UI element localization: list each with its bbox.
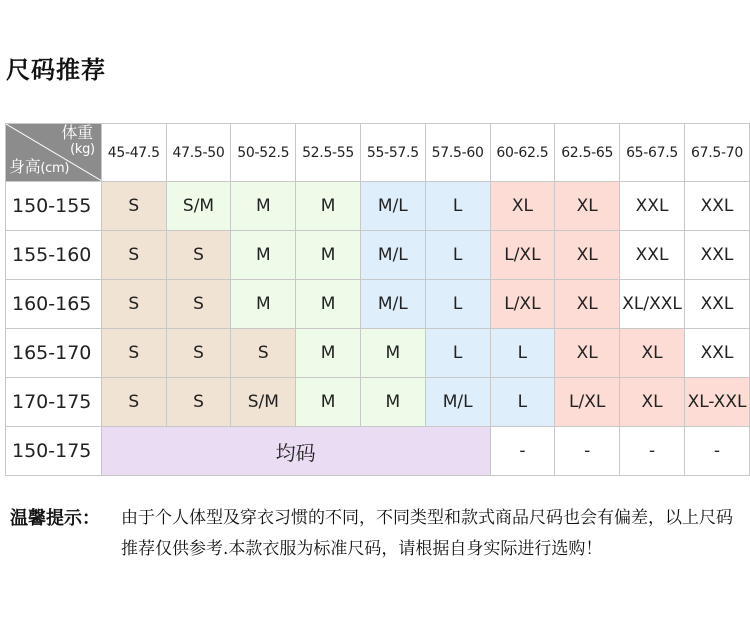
size-cell: S/M	[166, 182, 231, 231]
size-cell: S	[101, 231, 166, 280]
size-cell: M	[231, 182, 296, 231]
size-cell: S	[101, 182, 166, 231]
size-cell: XL	[555, 182, 620, 231]
weight-header-cell: 55-57.5	[360, 124, 425, 182]
size-cell: XL	[620, 329, 685, 378]
size-cell: XL-XXL	[685, 378, 750, 427]
weight-header-cell: 67.5-70	[685, 124, 750, 182]
size-cell: XXL	[620, 231, 685, 280]
size-cell: M/L	[425, 378, 490, 427]
size-cell: XXL	[685, 280, 750, 329]
size-cell: XL	[555, 231, 620, 280]
weight-header-cell: 57.5-60	[425, 124, 490, 182]
size-cell: M	[231, 231, 296, 280]
size-cell: M	[296, 329, 361, 378]
size-cell: L	[490, 329, 555, 378]
table-row	[6, 427, 750, 476]
size-cell: XL	[620, 378, 685, 427]
weight-header-cell: 52.5-55	[296, 124, 361, 182]
size-cell: S	[166, 378, 231, 427]
size-cell: S	[166, 280, 231, 329]
size-cell: S	[101, 378, 166, 427]
height-header-cell: 165-170	[6, 329, 102, 378]
size-cell: L/XL	[555, 378, 620, 427]
size-cell: L	[425, 329, 490, 378]
size-cell: XXL	[685, 329, 750, 378]
size-chart-table	[5, 123, 750, 476]
corner-header-cell	[6, 124, 102, 182]
table-row	[6, 378, 750, 427]
size-cell: L	[425, 231, 490, 280]
size-cell: -	[685, 427, 750, 476]
corner-height-label: 身高(cm)	[9, 157, 70, 176]
size-cell: S/M	[231, 378, 296, 427]
weight-header-cell: 50-52.5	[231, 124, 296, 182]
size-cell: M/L	[360, 280, 425, 329]
size-cell: M	[231, 280, 296, 329]
tip-text: 由于个人体型及穿衣习惯的不同，不同类型和款式商品尺码也会有偏差，以上尺码推荐仅供参考.本款衣服为标准尺码，请根据自身实际进行选购！	[121, 508, 733, 559]
tip-label: 温馨提示：	[10, 508, 100, 529]
size-cell: -	[555, 427, 620, 476]
size-cell: XL	[490, 182, 555, 231]
size-cell: L/XL	[490, 231, 555, 280]
height-header-cell: 170-175	[6, 378, 102, 427]
size-cell: M	[296, 182, 361, 231]
table-row	[6, 329, 750, 378]
weight-header-cell: 65-67.5	[620, 124, 685, 182]
size-cell: L	[425, 182, 490, 231]
height-header-cell: 155-160	[6, 231, 102, 280]
height-header-cell: 150-155	[6, 182, 102, 231]
corner-weight-label: 体重	[61, 123, 93, 142]
size-cell: S	[166, 329, 231, 378]
size-cell: L/XL	[490, 280, 555, 329]
size-cell: XL	[555, 329, 620, 378]
size-cell: XXL	[620, 182, 685, 231]
size-cell: -	[490, 427, 555, 476]
size-cell: XL	[555, 280, 620, 329]
size-cell: M	[296, 280, 361, 329]
height-header-cell: 160-165	[6, 280, 102, 329]
size-cell: M/L	[360, 182, 425, 231]
height-header-cell: 150-175	[6, 427, 102, 476]
size-cell: M	[360, 329, 425, 378]
size-cell: M	[296, 378, 361, 427]
size-cell: M/L	[360, 231, 425, 280]
size-cell: XXL	[685, 231, 750, 280]
weight-header-cell: 45-47.5	[101, 124, 166, 182]
size-cell: L	[490, 378, 555, 427]
page-title: 尺码推荐	[6, 56, 106, 84]
weight-header-cell: 62.5-65	[555, 124, 620, 182]
size-cell: S	[166, 231, 231, 280]
size-cell: -	[620, 427, 685, 476]
size-cell: S	[231, 329, 296, 378]
weight-header-cell: 47.5-50	[166, 124, 231, 182]
size-cell: S	[101, 280, 166, 329]
table-row	[6, 280, 750, 329]
table-row	[6, 231, 750, 280]
table-row	[6, 182, 750, 231]
header-row	[6, 124, 750, 182]
one-size-cell: 均码	[101, 427, 490, 476]
size-cell: XL/XXL	[620, 280, 685, 329]
weight-header-cell: 60-62.5	[490, 124, 555, 182]
corner-weight-unit: (kg)	[70, 142, 95, 157]
size-cell: XXL	[685, 182, 750, 231]
size-cell: S	[101, 329, 166, 378]
size-cell: M	[360, 378, 425, 427]
size-cell: L	[425, 280, 490, 329]
size-cell: M	[296, 231, 361, 280]
